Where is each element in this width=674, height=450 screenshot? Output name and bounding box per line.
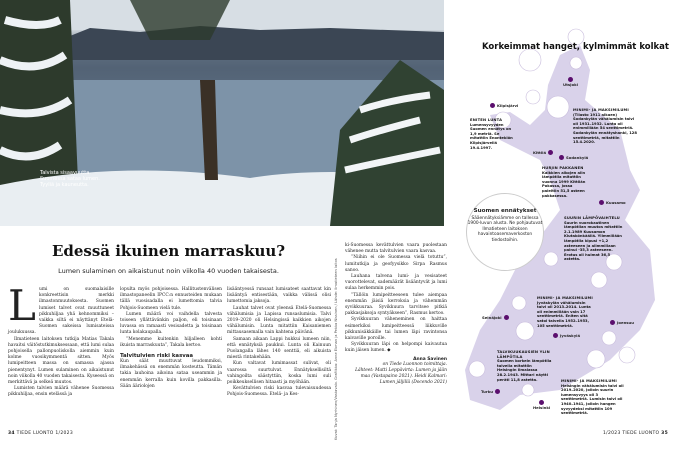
paragraph: Kun säät muuttuvat leudommiksi, ilmakehässä on enemmän kosteutta. Tämän takia lauhoina aikoina sataa useammin ja enemmän kerralla kuin kovilla pakkasilla. Sään ääriolojen <box>120 359 222 389</box>
pin-label: Joensuu <box>617 320 634 325</box>
pin-turku <box>481 389 500 394</box>
paragraph: Syvikkuuran läpi on helpompi kaivautua kuin jäisen lumen. ◆ <box>345 342 447 354</box>
article-column-2 <box>120 287 222 390</box>
note-hurjin-pakkanen <box>542 166 588 198</box>
paragraph: Lauhat talvet ovat yleensä Etelä-Suomessa vähälumisia ja Lapissa runsaslumisia. Talvi 2019–2020 oli Helsingissä kaikkien aikojen vähälumisin. Lunta mitattiin Kaisaniemen mittausasemalla vain kahtena päivänä. <box>227 305 331 336</box>
location-pin-icon <box>490 103 495 108</box>
note-eniten-lunta <box>470 118 518 150</box>
article-headline: Edessä ikuinen marraskuu? <box>51 242 286 260</box>
magazine-issue: TIEDE LUONTO 1/2023 <box>16 431 74 436</box>
pin-label: Turku <box>481 389 493 394</box>
note-text: Kaikkien aikojen alin lämpötila mitattiin vuonna 1999 Kittilän Pokassa, jossa paleltiin 51,5 asteen pakkasessa. <box>542 170 586 198</box>
note-title: MINIMI- JA MAKSIMILUMI <box>537 296 593 300</box>
note-helsinki <box>561 379 625 416</box>
pin-label: Kuusamo <box>606 200 626 205</box>
note-text: Helsingin vähälumisin talvi oli 2019–2020, jolloin suurin lumensyvyys oli 3 senttimetriä. Lumisin talvi oli 1940–1941, jolloin hangen syvyydeksi mitattiin 109 senttimetriä. <box>561 383 624 416</box>
article-column-4 <box>345 243 447 386</box>
location-pin-icon <box>599 200 604 205</box>
paragraph: umi on suomalaisille konkreettisin merkki ilmastonmuutoksesta. Suomen lumiset talvet ovat muuttuneet pikkuhiljaa yhä kehnommiksi – vaikka siltä ei näyttänyt Etelä-Suomen sakeissa lumisateissa joulukuussa. <box>8 287 114 336</box>
pin-utsjoki <box>563 77 578 87</box>
sources: Lähteet: Matti Leppävirta: Lumen ja jään maa (Vastapaino 2021). Heidi Kalmari: Lumen jäljillä (Docendo 2021) <box>355 367 447 386</box>
pin-kittila <box>533 150 553 155</box>
paragraph: Lumen määrä voi vaihdella talvesta toiseen yllättävänkin paljon, eli toisinaan luvassa on ramaasti vesisadetta ja toisinaan lunta kolakaupalla. <box>120 311 222 336</box>
page-number: 35 <box>661 431 669 436</box>
note-title: SUURIN LÄMPÖVAIHTELU <box>564 216 620 220</box>
pin-label: Kittilä <box>533 150 547 155</box>
records-info-circle <box>466 193 544 271</box>
article-lead: Lumen sulaminen on aikaistunut noin viikolla 40 vuoden takaisesta. <box>58 267 279 275</box>
magazine-issue: 1/2023 TIEDE LUONTO <box>603 431 660 436</box>
paragraph: lopulta myös pohjoisessa. Hallitustenvälisen ilmastopaneelin IPCC:n ennusteiden mukaan tällä vuosisadalla ei lumettomia talvia Pohjois-Suomeen vielä tule. <box>120 287 222 311</box>
location-pin-icon <box>559 155 564 160</box>
paragraph: Samaan aikaan Lappi hukkui lumeen niin, että ennätyksiä paukkui. Lunta oli Kainuun Puolangalla lähes 140 senttiä, eli aikuista miestä rintakehään. <box>227 336 331 361</box>
location-pin-icon <box>504 315 509 320</box>
subheading: Talvitulvien riski kasvaa <box>120 353 194 360</box>
snowy-trees-illustration <box>0 0 444 226</box>
paragraph: Ilmatieteen laitoksen tutkija Matias Takala havaitsi väitöstutkimuksessaan, että lumi sulaa pohjoisella pallonpuoliskolla aiemmin kuin kolme vuosikymmentä sitten. Myös lumipeitteen massa on samassa ajassa pienentynyt. Lumen sulaminen on aikaistunut noin viikolla 40 vuoden takaisesta. Kyseessä on merkittävä ja selkeä muutos. <box>8 336 114 386</box>
page-number: 34 <box>8 431 15 436</box>
note-text: Sodankylän vähälumisin talvi oli 1931–1932. Lunta oli enimmillään 54 senttimetriä. Sodankylän ennätyshanki, 128 senttimetriä, mitattiin 15.4.2020. <box>573 117 637 145</box>
paragraph: ”Niihin ei ole Suomessa vielä totuttu”, lumitutkija ja geofyysikko Sirpa Rasmus sanoo. <box>345 255 447 273</box>
paragraph: Kun valtavat lumimassat sulivat, oli vaarossa suurtulvat. Ennätyksellisiltä vahingoilta säästyttiin, koska lumi suli poikkeuksellisen hitaasti ja myöhään. <box>227 361 331 386</box>
drop-cap: L <box>8 281 36 330</box>
note-title: ENITEN LUNTA <box>470 118 503 122</box>
pin-label: Sodankylä <box>566 155 589 160</box>
location-pin-icon <box>495 389 500 394</box>
pin-label: Helsinki <box>533 405 551 410</box>
pin-kilpisjarvi <box>490 103 518 108</box>
circle-title: Suomen ennätykset <box>473 208 537 214</box>
pin-label: Utsjoki <box>563 82 578 87</box>
author-role: on Tiede Luonnon toimittaja. <box>382 361 447 367</box>
note-subtitle: (Tilasto 1911 alkaen) <box>573 112 618 117</box>
location-pin-icon <box>548 150 553 155</box>
note-jyvaskyla <box>537 296 595 328</box>
pin-label: Jyväskylä <box>560 333 581 338</box>
note-title: HURJIN PAKKANEN <box>542 166 584 170</box>
location-pin-icon <box>610 320 615 325</box>
paragraph: lisääntyessä runsaat lumisateet saattavat kin lisääntyä entisestään, vaikka välissä olisi lumettomia jaksoja. <box>227 287 331 305</box>
pin-label: Seinäjoki <box>482 315 502 320</box>
note-text: Suurin vuorokautinen lämpötilan muutos mitattiin 2.1.1989 Kuusamon Kiutakönkäällä. Ylimmillään lämpötila kipusi +1,2 asteeseen ja alimmillaan painui -35,3 asteeseen. Erotus oli huimat 36,5 astetta. <box>564 220 623 262</box>
photo-credit: Kuvat: Tanja Nyrhinen/Vastavalo. Grafiikka: Anne Ekman ja Pekka Nissinen / Lähde: Ilmatieteen laitos <box>334 258 338 440</box>
note-title: MINIMI- JA MAKSIMILUMI <box>573 108 629 112</box>
paragraph: ”Menemme kuitenkin hiljalleen kohti ikuista marraskuuta”, Takala kertoo. <box>120 336 222 348</box>
circle-text: Sääennätyksiämme on tallessa 1900-luvun alusta. Ne pohjautuvat Ilmatieteen laitoksen havaintoasemaverkoston tiedostoihin. <box>467 215 543 243</box>
pin-sodankyla <box>559 155 588 160</box>
note-title: TALVIKUUKAUSIEN YLIN LÄMPÖTILA <box>497 350 550 359</box>
pin-seinajoki <box>482 315 509 320</box>
paragraph: Lumisten talvien määrä vähenee Suomessa pikkuhiljaa, ensin etelässä ja <box>8 386 114 398</box>
note-text: Jyväskylän vähälumisin talvi oli 2013–2014. Lunta oli enimmillään vain 17 senttimetriä. Eniten sitä satoi talvella 1952–1953, 105 senttimetriä. <box>537 300 591 328</box>
author-name: Anna Savinen <box>413 356 447 362</box>
pin-label: Kilpisjärvi <box>497 103 519 108</box>
pin-joensuu <box>610 320 634 325</box>
pin-kuusamo <box>599 200 626 205</box>
article-column-3 <box>227 287 331 399</box>
location-pin-icon <box>553 333 558 338</box>
winter-lake-photo <box>0 0 444 226</box>
note-title: MINIMI- JA MAKSIMILUMI <box>561 379 617 383</box>
article-column-1 <box>8 281 114 399</box>
note-text: Lumensyvyyden Suomen ennätys on 1,9 metriä. Se mitattiin Enontekiön Kilpisjärvellä 19.4.1997. <box>470 122 513 150</box>
photo-caption: Talvista sisaavuutta. Suomessa sataa lumen. Tyyliä ja kauneutta. <box>40 170 100 188</box>
note-text: Suomen korkein lämpötila talvella mitattiin Helsingin Ilmalassa 28.2.1943. Mittari näytti peräti 11,8 astetta. <box>497 359 552 382</box>
paragraph: ki-Suomessa kevättulvien vaara puolestaan vähenee mutta talvitulvien vaara kasvaa. <box>345 243 447 255</box>
pin-helsinki <box>533 400 550 410</box>
footer-left <box>8 431 73 436</box>
paragraph: Syvikkuuran väheneminen on haittaa esimerkiksi lumipeitteessä liikkuville pikkunisäkkäille tai lumen läpi ravintonsa kaivaville poroille. <box>345 317 447 342</box>
paragraph: ”Tällöin lumipeitteeseen tulee aiempaa enemmän jäisiä kerroksia ja vähemmän syvikkuuraa. Syvikkuura tarvitsee pitkiä pakkasjaksoja syntyäkseen”, Rasmus kertoo. <box>345 292 447 317</box>
paragraph: Kevättulvien riski kasvaa tulevaisuudessa Pohjois-Suomessa. Etelä- ja Kes- <box>227 386 331 398</box>
note-lampovaihtelu <box>564 216 626 262</box>
pin-jyvaskyla <box>553 333 580 338</box>
note-sodankyla <box>573 108 639 145</box>
paragraph: Lauhana talvena lumi- ja vesisateet vuorottelevat, sademäärät lisääntyvät ja lumi sulaa herkemmin pois. <box>345 274 447 292</box>
note-talvi-ylin <box>497 350 552 382</box>
map-title: Korkeimmat hanget, kylmimmät kolkat <box>482 42 669 52</box>
